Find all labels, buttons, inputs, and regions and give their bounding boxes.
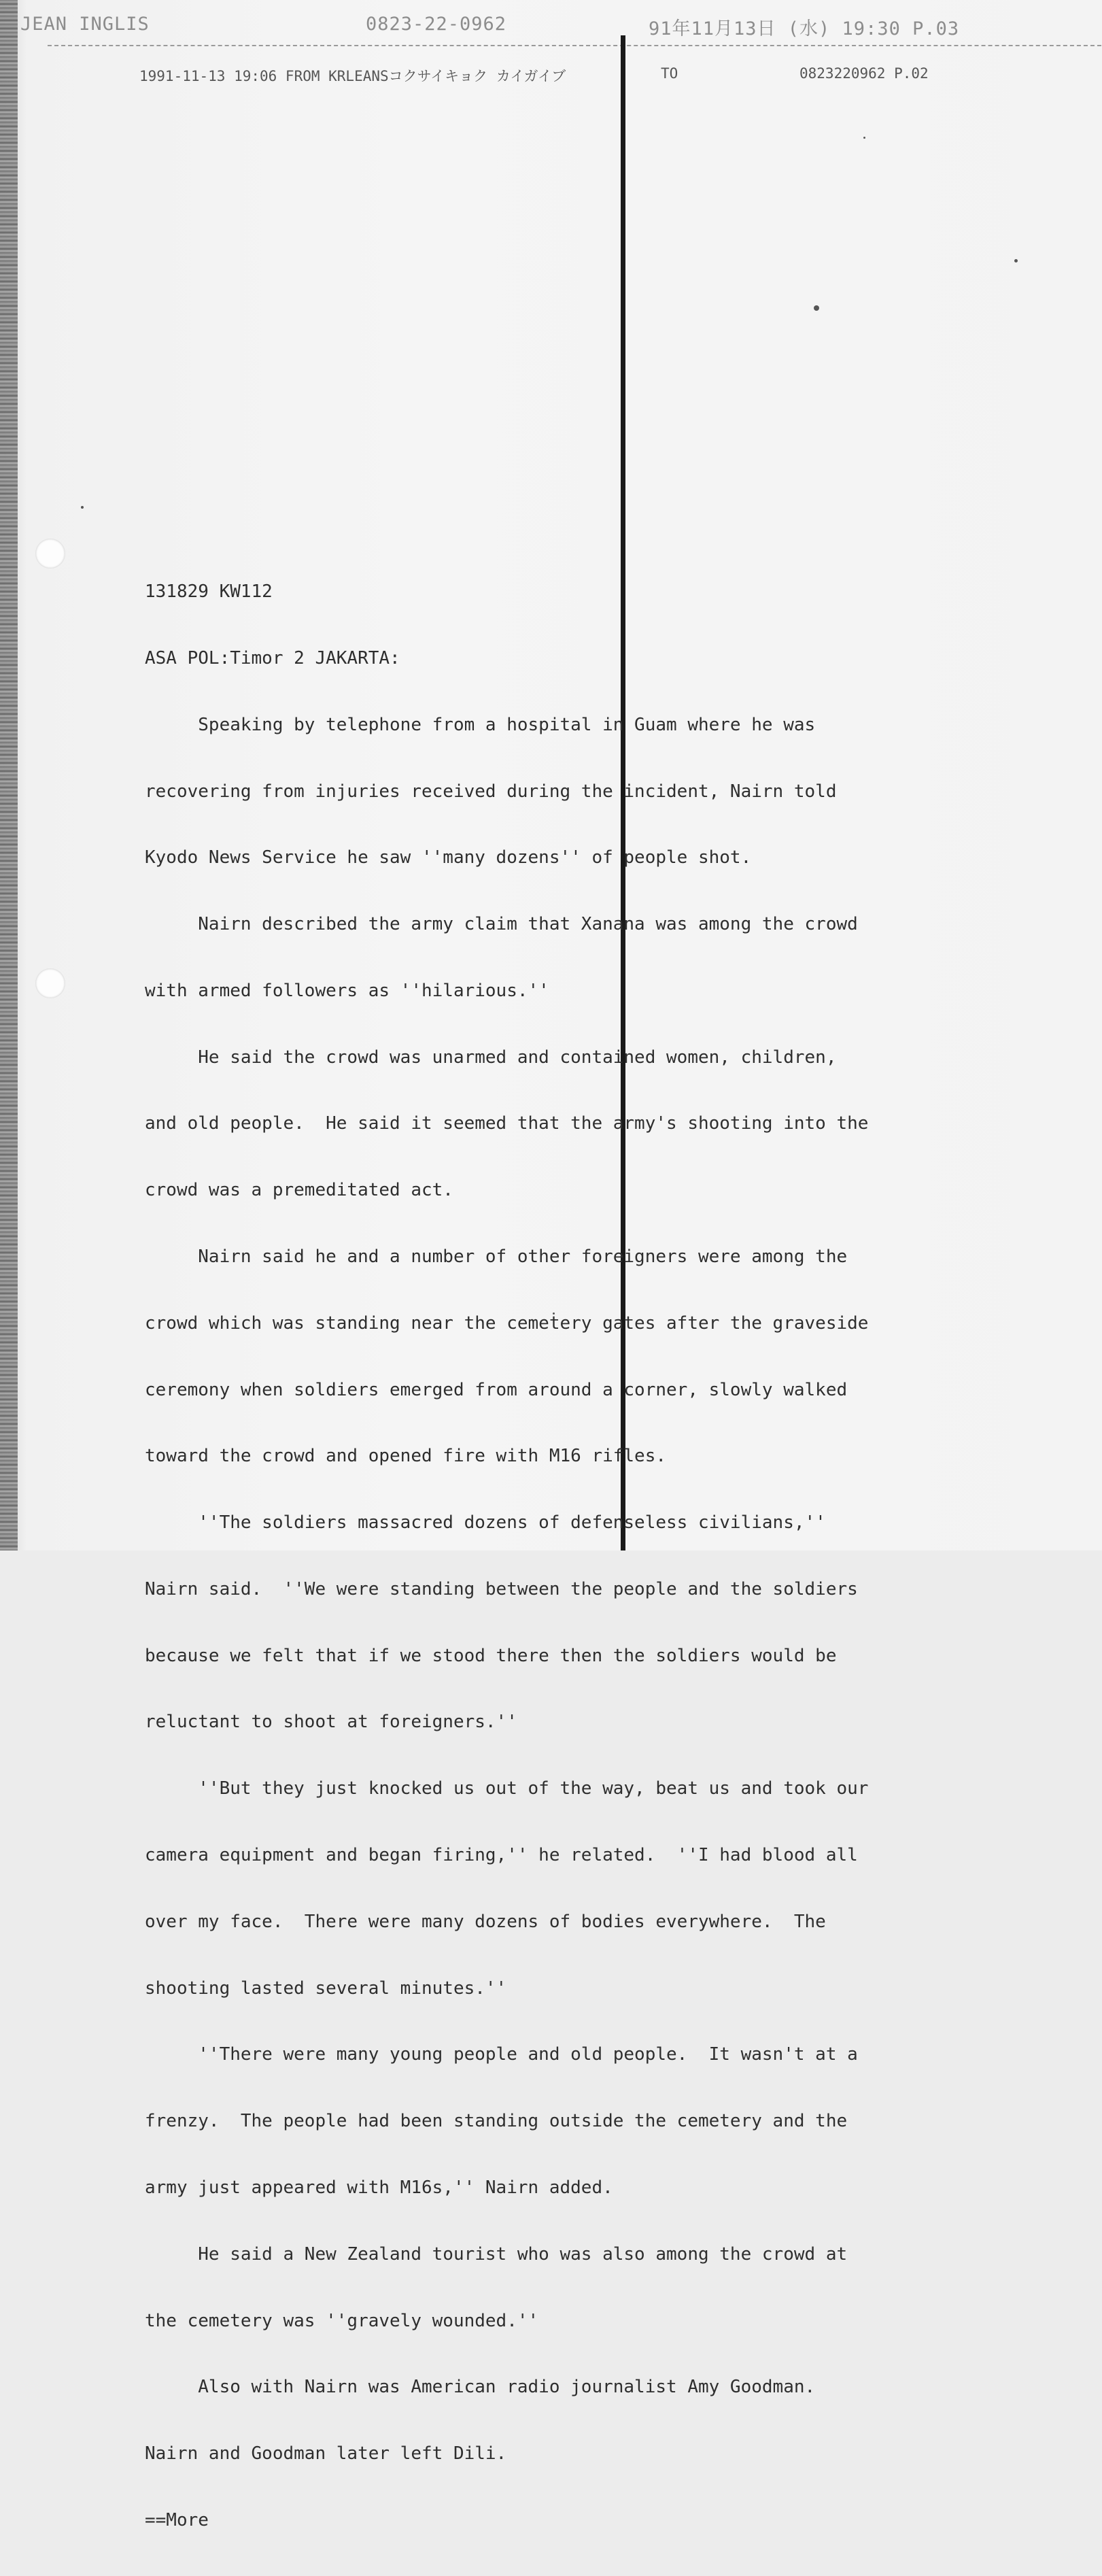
punch-hole <box>35 968 65 998</box>
fax-sender-name: JEAN INGLIS <box>20 14 150 35</box>
fax-sender-number: 0823-22-0962 <box>366 14 507 35</box>
article-line: Nairn described the army claim that Xanana was among the crowd <box>145 914 858 935</box>
scan-speck <box>1014 259 1018 262</box>
article-line: Nairn said. ''We were standing between the people and the soldiers <box>145 1578 858 1599</box>
article-line: He said the crowd was unarmed and contained women, children, <box>145 1047 837 1068</box>
transmission-line <box>0 63 1102 87</box>
article-line: 131829 KW112 <box>145 581 273 603</box>
article-line: and old people. He said it seemed that the army's shooting into the <box>145 1113 869 1134</box>
transmission-to-number: 0823220962 P.02 <box>799 65 929 82</box>
article-line: ==More <box>145 2509 209 2530</box>
scan-edge <box>0 0 18 1550</box>
transmission-from: 1991-11-13 19:06 FROM KRLEANSコクサイキョク カイガイブ <box>139 68 566 84</box>
article-line: recovering from injuries received during the incident, Nairn told <box>145 781 837 802</box>
article-line: frenzy. The people had been standing outside the cemetery and the <box>145 2111 848 2132</box>
article-line: ceremony when soldiers emerged from around a corner, slowly walked <box>145 1379 848 1400</box>
article-line: the cemetery was ''gravely wounded.'' <box>145 2310 539 2331</box>
fax-header <box>20 10 1081 37</box>
article-line: ''The soldiers massacred dozens of defenseless civilians,'' <box>145 1512 826 1533</box>
article-line: with armed followers as ''hilarious.'' <box>145 980 549 1001</box>
scan-speck <box>814 305 819 311</box>
news-article-body <box>145 537 1083 2576</box>
article-line: Also with Nairn was American radio journalist Amy Goodman. <box>145 2377 816 2398</box>
article-line: shooting lasted several minutes.'' <box>145 1978 507 1999</box>
scan-speck <box>863 137 865 139</box>
article-line: reluctant to shoot at foreigners.'' <box>145 1712 517 1733</box>
article-line: ASA POL:Timor 2 JAKARTA: <box>145 647 400 668</box>
article-line: Nairn said he and a number of other foreigners were among the <box>145 1247 848 1267</box>
article-line: Nairn and Goodman later left Dili. <box>145 2443 507 2464</box>
article-line: ''There were many young people and old people. It wasn't at a <box>145 2044 858 2065</box>
article-line: toward the crowd and opened fire with M16 rifles. <box>145 1446 667 1467</box>
scan-speck <box>81 506 84 509</box>
article-line: He said a New Zealand tourist who was also among the crowd at <box>145 2243 848 2265</box>
punch-hole <box>35 539 65 569</box>
article-line: ''But they just knocked us out of the way, beat us and took our <box>145 1778 869 1799</box>
article-line: Kyodo News Service he saw ''many dozens'' of people shot. <box>145 847 752 868</box>
article-line: crowd was a premeditated act. <box>145 1180 453 1201</box>
article-line: army just appeared with M16s,'' Nairn added. <box>145 2177 613 2198</box>
article-line: over my face. There were many dozens of bodies everywhere. The <box>145 1911 826 1932</box>
article-line: camera equipment and began firing,'' he related. ''I had blood all <box>145 1845 858 1866</box>
article-line: because we felt that if we stood there then the soldiers would be <box>145 1645 837 1666</box>
article-line: crowd which was standing near the cemetery gates after the graveside <box>145 1312 869 1334</box>
header-divider <box>48 45 1101 46</box>
fax-datetime: 91年11月13日 (水) 19:30 P.03 <box>649 18 960 39</box>
transmission-to-label: TO <box>661 65 678 82</box>
article-line: Speaking by telephone from a hospital in Guam where he was <box>145 714 816 735</box>
